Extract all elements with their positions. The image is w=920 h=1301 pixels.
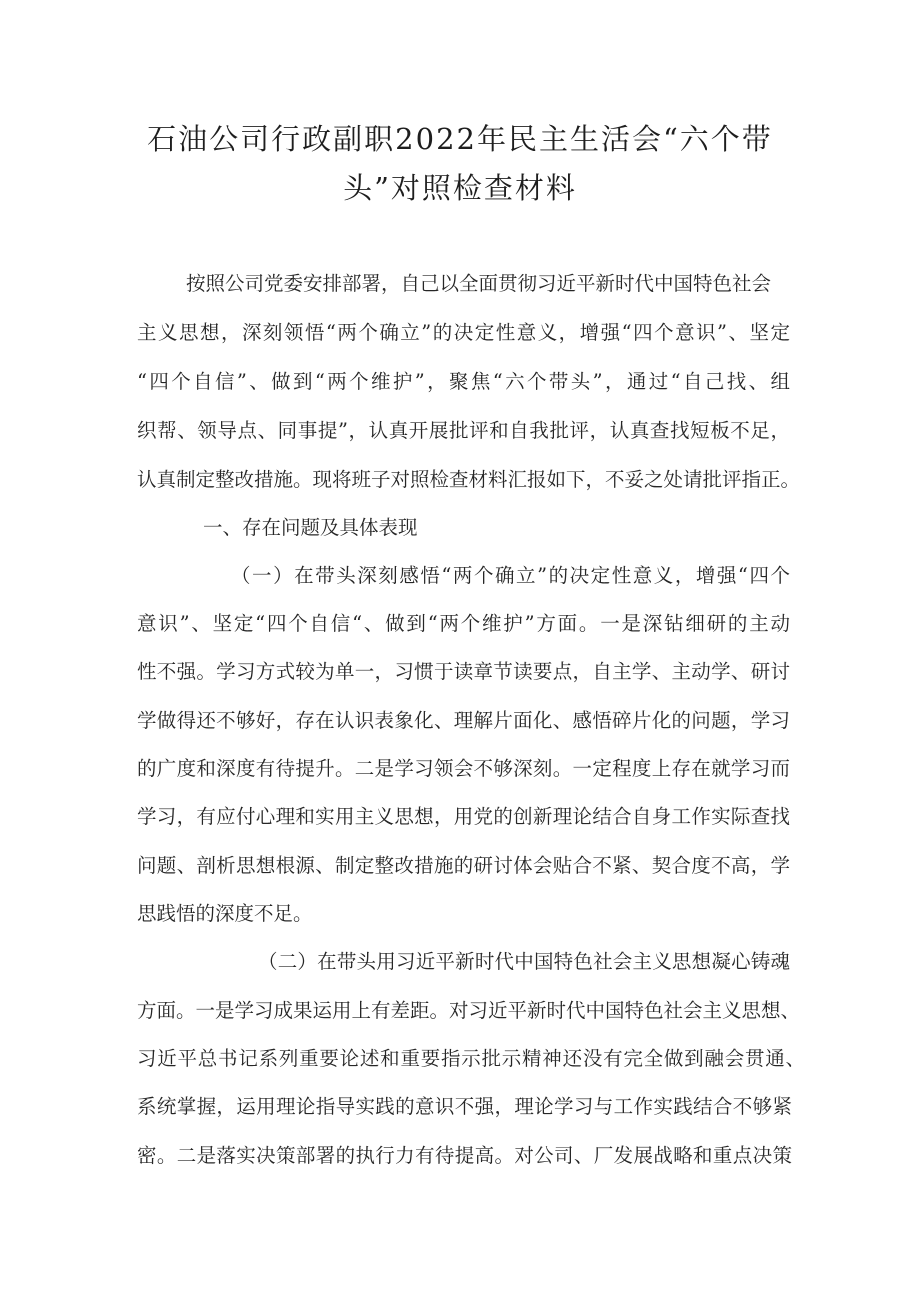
- body-line-3: “四个自信”、做到“两个维护”，聚焦“六个带头”，通过“自己找、组: [137, 370, 790, 393]
- body-line-1: 按照公司党委安排部署，自己以全面贯彻习近平新时代中国特色社会: [186, 272, 772, 295]
- body-line-14: 思践悟的深度不足。: [137, 902, 313, 925]
- body-line-13: 问题、剖析思想根源、制定整改措施的研讨体会贴合不紧、契合度不高，学: [137, 854, 790, 877]
- body-line-18: 系统掌握，运用理论指导实践的意识不强，理论学习与工作实践结合不够紧: [137, 1095, 792, 1118]
- body-line-12: 学习，有应付心理和实用主义思想，用党的创新理论结合自身工作实际查找: [137, 805, 790, 828]
- document-title-line-1: 石油公司行政副职2022年民主生活会“六个带: [147, 122, 773, 156]
- section-heading-1: 一、存在问题及具体表现: [203, 516, 418, 539]
- body-line-17: 习近平总书记系列重要论述和重要指示批示精神还没有完全做到融会贯通、: [137, 1047, 805, 1070]
- body-line-7: （一）在带头深刻感悟“两个确立”的决定性意义，增强“四个: [231, 564, 790, 587]
- body-line-10: 学做得还不够好，存在认识表象化、理解片面化、感悟碎片化的问题，学习: [137, 709, 790, 732]
- body-line-9: 性不强。学习方式较为单一，习惯于读章节读要点，自主学、主动学、研讨: [137, 660, 790, 683]
- body-line-4: 织帮、领导点、同事提”，认真开展批评和自我批评，认真查找短板不足，: [137, 419, 790, 442]
- body-line-15: （二）在带头用习近平新时代中国特色社会主义思想凝心铸魂: [258, 950, 790, 973]
- body-line-16: 方面。一是学习成果运用上有差距。对习近平新时代中国特色社会主义思想、: [137, 999, 801, 1022]
- body-line-2: 主义思想，深刻领悟“两个确立”的决定性意义，增强“四个意识”、坚定: [137, 321, 790, 344]
- body-line-11: 的广度和深度有待提升。二是学习领会不够深刻。一定程度上存在就学习而: [137, 757, 790, 780]
- document-title-line-2: 头”对照检查材料: [343, 171, 577, 205]
- body-line-19: 密。二是落实决策部署的执行力有待提高。对公司、厂发展战略和重点决策: [137, 1144, 792, 1167]
- body-line-5: 认真制定整改措施。现将班子对照检查材料汇报如下，不妥之处请批评指正。: [137, 468, 801, 491]
- body-line-8: 意识”、坚定“四个自信“、做到“两个维护”方面。一是深钻细研的主动: [137, 612, 790, 635]
